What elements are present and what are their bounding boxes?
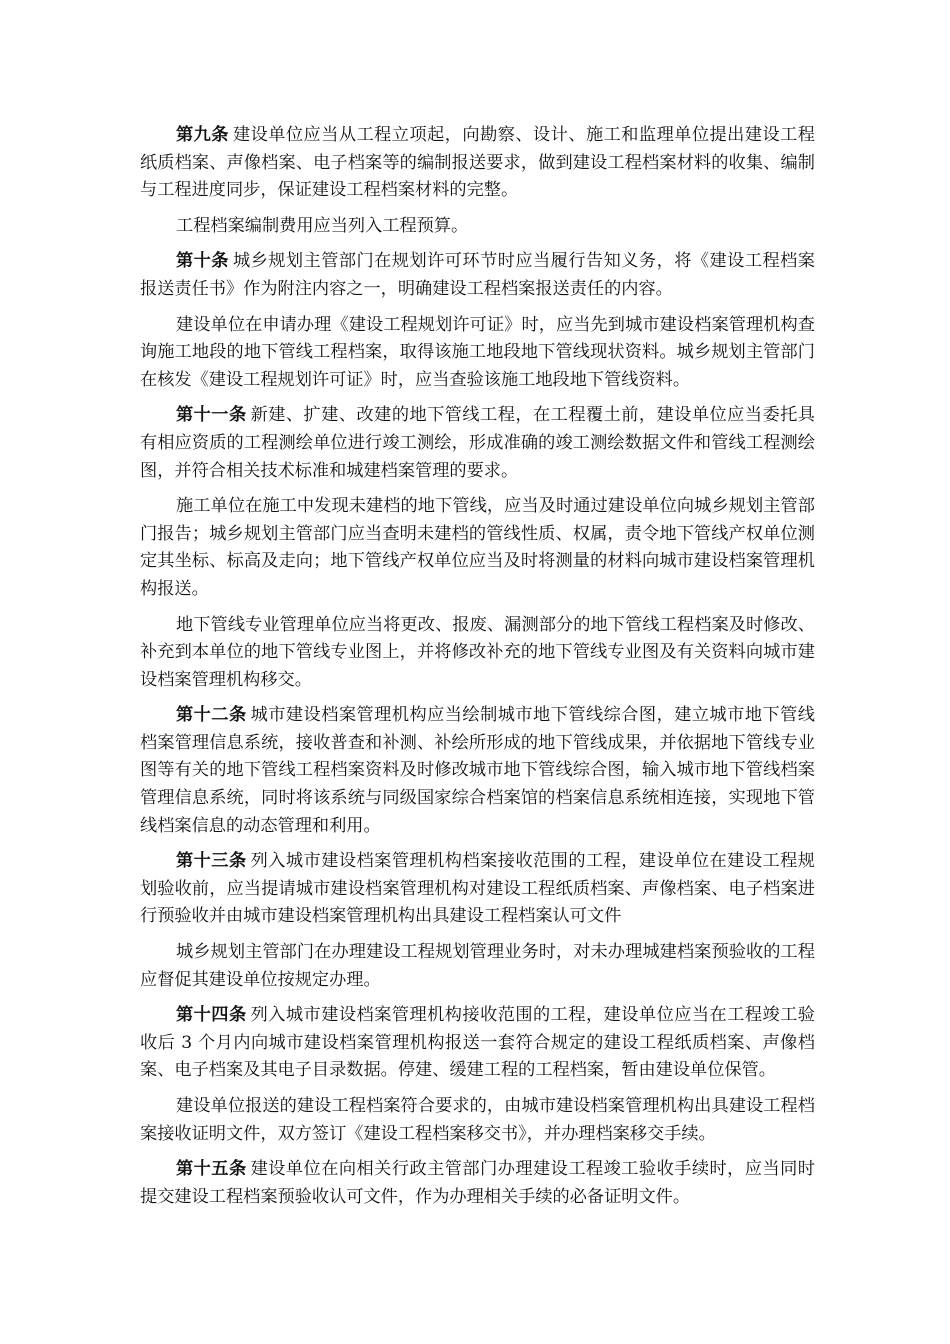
paragraph-article-14 [140,1002,815,1085]
paragraph [140,213,815,241]
paragraph-article-13 [140,848,815,931]
article-heading: 第十条 [176,251,229,272]
paragraph-article-9 [140,122,815,205]
article-heading: 第十一条 [176,405,247,426]
paragraph-article-11 [140,402,815,485]
paragraph-text: 建设单位在向相关行政主管部门办理建设工程竣工验收手续时，应当同时提交建设工程档案预验收认可文件，作为办理相关手续的必备证明文件。 [140,1159,815,1207]
paragraph-text: 城乡规划主管部门在办理建设工程规划管理业务时，对未办理城建档案预验收的工程应督促其建设单位按规定办理。 [140,942,815,990]
article-heading: 第十三条 [176,851,247,872]
paragraph-text: 建设单位应当从工程立项起，向勘察、设计、施工和监理单位提出建设工程纸质档案、声像档案、电子档案等的编制报送要求，做到建设工程档案材料的收集、编制与工程进度同步，保证建设工程档案材料的完整。 [140,125,815,201]
paragraph-text: 建设单位报送的建设工程档案符合要求的，由城市建设档案管理机构出具建设工程档案接收证明文件，双方签订《建设工程档案移交书》，并办理档案移交手续。 [140,1096,815,1144]
paragraph-text: 列入城市建设档案管理机构接收范围的工程，建设单位应当在工程竣工验收后 3 个月内向城市建设档案管理机构报送一套符合规定的建设工程纸质档案、声像档案、电子档案及其电子目录数据。停建、缓建工程的工程档案，暂由建设单位保管。 [140,1005,815,1081]
paragraph-text: 地下管线专业管理单位应当将更改、报废、漏测部分的地下管线工程档案及时修改、补充到本单位的地下管线专业图上，并将修改补充的地下管线专业图及有关资料向城市建设档案管理机构移交。 [140,614,815,690]
paragraph-text: 工程档案编制费用应当列入工程预算。 [176,215,469,236]
paragraph [140,1093,815,1148]
paragraph [140,493,815,603]
paragraph-text: 施工单位在施工中发现未建档的地下管线，应当及时通过建设单位向城乡规划主管部门报告；城乡规划主管部门应当查明未建档的管线性质、权属，责令地下管线产权单位测定其坐标、标高及走向；地下管线产权单位应当及时将测量的材料向城市建设档案管理机构报送。 [140,496,815,599]
paragraph-article-15 [140,1156,815,1211]
paragraph-text: 城市建设档案管理机构应当绘制城市地下管线综合图，建立城市地下管线档案管理信息系统，接收普查和补测、补绘所形成的地下管线成果，并依据地下管线专业图等有关的地下管线工程档案资料及时修改城市地下管线综合图，输入城市地下管线档案管理信息系统，同时将该系统与同级国家综合档案馆的档案信息系统相连接，实现地下管线档案信息的动态管理和利用。 [140,705,815,836]
paragraph-article-12 [140,702,815,840]
paragraph-text: 建设单位在申请办理《建设工程规划许可证》时，应当先到城市建设档案管理机构查询施工地段的地下管线工程档案，取得该施工地段地下管线现状资料。城乡规划主管部门在核发《建设工程规划许可证》时，应当查验该施工地段地下管线资料。 [140,314,815,390]
paragraph [140,312,815,395]
paragraph-text: 城乡规划主管部门在规划许可环节时应当履行告知义务，将《建设工程档案报送责任书》作为附注内容之一，明确建设工程档案报送责任的内容。 [140,251,815,299]
paragraph-text: 新建、扩建、改建的地下管线工程，在工程覆土前，建设单位应当委托具有相应资质的工程测绘单位进行竣工测绘，形成准确的竣工测绘数据文件和管线工程测绘图，并符合相关技术标准和城建档案管理的要求。 [140,405,815,481]
paragraph [140,939,815,994]
article-heading: 第九条 [176,125,229,145]
article-heading: 第十二条 [176,705,247,726]
article-heading: 第十四条 [176,1005,247,1026]
article-heading: 第十五条 [176,1159,247,1180]
paragraph-article-10 [140,248,815,303]
document-page [140,122,815,1219]
paragraph [140,612,815,695]
paragraph-text: 列入城市建设档案管理机构档案接收范围的工程，建设单位在建设工程规划验收前，应当提请城市建设档案管理机构对建设工程纸质档案、声像档案、电子档案进行预验收并由城市建设档案管理机构出具建设工程档案认可文件 [140,851,815,927]
